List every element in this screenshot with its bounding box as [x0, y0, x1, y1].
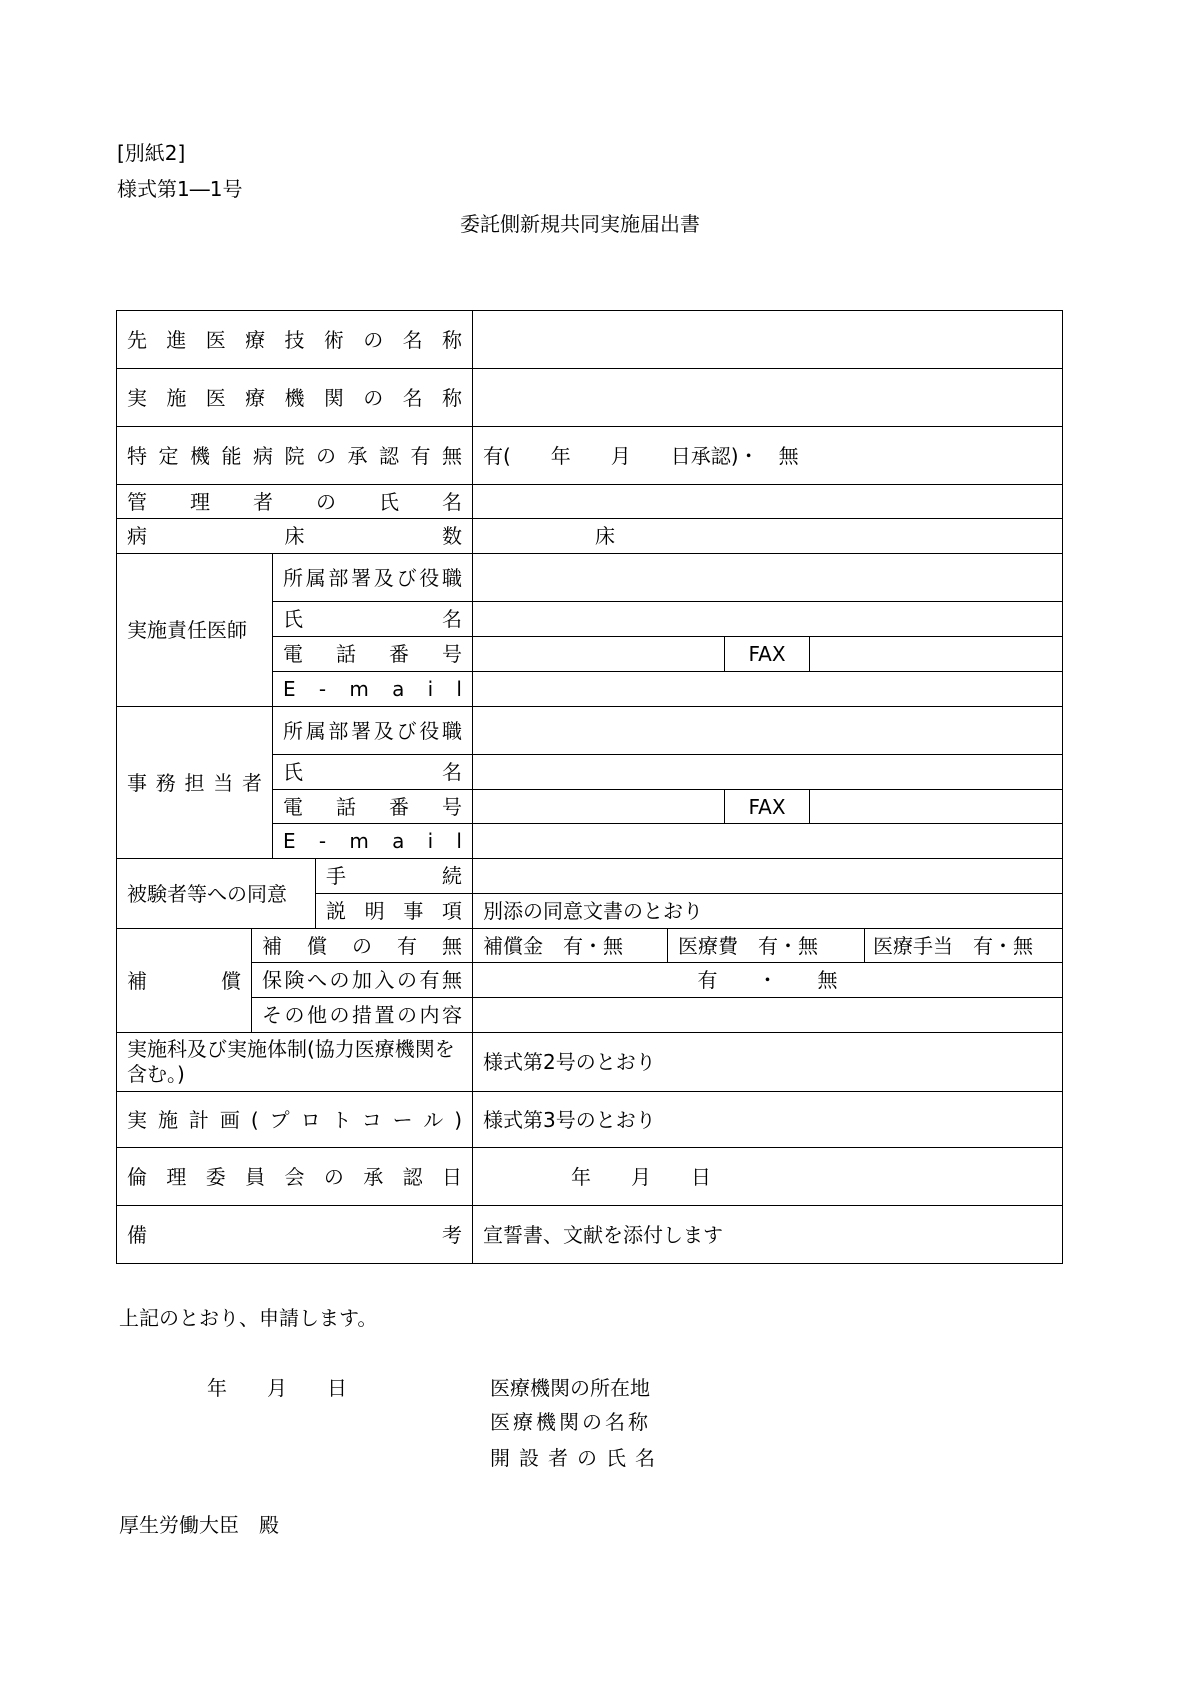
doctor-email-field[interactable] — [473, 672, 1063, 707]
clerk-fax-label: FAX — [725, 790, 810, 824]
annex-label: [別紙2] — [117, 141, 186, 165]
consent-procedure-field[interactable] — [473, 859, 1063, 894]
tech-name-field[interactable] — [473, 311, 1063, 369]
insurance-option[interactable]: 有 ・ 無 — [473, 963, 1063, 998]
special-hospital-label: 特定機能病院の承認有無 — [117, 427, 473, 485]
compensation-group-label: 補償 — [117, 929, 252, 1033]
clerk-dept-field[interactable] — [473, 707, 1063, 755]
doctor-email-label: E - m a i l — [273, 672, 473, 707]
protocol-label: 実施計画(プロトコール) — [117, 1092, 473, 1148]
compensation-money-option[interactable]: 補償金 有・無 — [473, 929, 668, 963]
clerk-name-field[interactable] — [473, 755, 1063, 790]
clerk-name-label: 氏名 — [273, 755, 473, 790]
tech-name-label: 先進医療技術の名称 — [117, 311, 473, 369]
protocol-field[interactable]: 様式第3号のとおり — [473, 1092, 1063, 1148]
doctor-phone-field[interactable] — [473, 637, 725, 672]
doctor-name-label: 氏名 — [273, 602, 473, 637]
founder-name-label: 開設者の氏名 — [490, 1446, 664, 1470]
doctor-phone-label: 電話番号 — [273, 637, 473, 672]
clerk-email-field[interactable] — [473, 824, 1063, 859]
doctor-fax-label: FAX — [725, 637, 810, 672]
consent-procedure-label: 手続 — [316, 859, 473, 894]
clerk-phone-field[interactable] — [473, 790, 725, 824]
institution-address-label: 医療機関の所在地 — [490, 1376, 650, 1400]
special-hospital-field[interactable]: 有( 年 月 日承認)・ 無 — [473, 427, 1063, 485]
other-measures-field[interactable] — [473, 998, 1063, 1033]
clerk-group-label: 事務担当者 — [117, 707, 273, 859]
remarks-field[interactable]: 宣誓書、文献を添付します — [473, 1206, 1063, 1264]
consent-group-label: 被験者等への同意 — [117, 859, 316, 929]
consent-explanation-field[interactable]: 別添の同意文書のとおり — [473, 894, 1063, 929]
clerk-dept-label: 所属部署及び役職 — [273, 707, 473, 755]
doctor-dept-label: 所属部署及び役職 — [273, 554, 473, 602]
institution-name-sign-label: 医療機関の名称 — [490, 1410, 651, 1434]
institution-name-label: 実施医療機関の名称 — [117, 369, 473, 427]
medical-allowance-option[interactable]: 医療手当 有・無 — [865, 929, 1063, 963]
doctor-group-label: 実施責任医師 — [117, 554, 273, 707]
doctor-fax-field[interactable] — [810, 637, 1063, 672]
beds-label: 病床数 — [117, 519, 473, 554]
application-statement: 上記のとおり、申請します。 — [119, 1306, 378, 1330]
document-title: 委託側新規共同実施届出書 — [460, 212, 700, 236]
medical-cost-option[interactable]: 医療費 有・無 — [668, 929, 865, 963]
form-number: 様式第1―1号 — [117, 177, 243, 201]
institution-name-field[interactable] — [473, 369, 1063, 427]
doctor-name-field[interactable] — [473, 602, 1063, 637]
clerk-email-label: E - m a i l — [273, 824, 473, 859]
compensation-presence-label: 補償の有無 — [252, 929, 473, 963]
ethics-approval-label: 倫理委員会の承認日 — [117, 1148, 473, 1206]
manager-name-field[interactable] — [473, 485, 1063, 519]
application-form-table — [116, 310, 1063, 1264]
other-measures-label: その他の措置の内容 — [252, 998, 473, 1033]
addressee: 厚生労働大臣 殿 — [119, 1513, 279, 1537]
insurance-label: 保険への加入の有無 — [252, 963, 473, 998]
clerk-phone-label: 電話番号 — [273, 790, 473, 824]
department-label: 実施科及び実施体制(協力医療機関を含む。) — [117, 1033, 473, 1092]
application-date: 年 月 日 — [207, 1376, 347, 1400]
consent-explanation-label: 説明事項 — [316, 894, 473, 929]
ethics-approval-field[interactable]: 年 月 日 — [473, 1148, 1063, 1206]
manager-name-label: 管理者の氏名 — [117, 485, 473, 519]
clerk-fax-field[interactable] — [810, 790, 1063, 824]
doctor-dept-field[interactable] — [473, 554, 1063, 602]
department-field[interactable]: 様式第2号のとおり — [473, 1033, 1063, 1092]
beds-field[interactable]: 床 — [473, 519, 1063, 554]
remarks-label: 備考 — [117, 1206, 473, 1264]
